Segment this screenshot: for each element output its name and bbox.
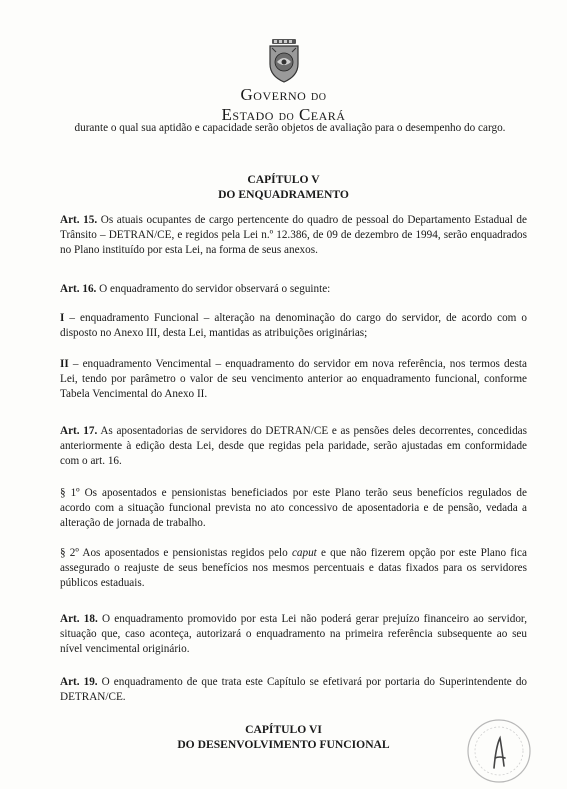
item-2-text: – enquadramento Vencimental – enquadramento do servidor em nova referência, nos termos desta Lei, tendo por parâmetro o valor de seu vencimento anterior ao enquadramento funcional, conforme Tabela Vencimental do Anexo II.: [60, 358, 528, 401]
article-16-item-2: [60, 357, 527, 403]
article-15-label: Art. 15.: [60, 214, 98, 226]
article-17: [60, 424, 527, 470]
chapter-6-number: CAPÍTULO VI: [245, 723, 322, 736]
chapter-5-title: DO ENQUADRAMENTO: [218, 188, 349, 201]
article-15-text: Os atuais ocupantes de cargo pertencente do quadro de pessoal do Departamento Estadual de Trânsito – DETRAN/CE, e regidos pela Lei n.º 12.386, de 09 de dezembro de 1994, serão enquadrados no Plano instituído por esta Lei, na forma de seus anexos.: [60, 214, 527, 257]
article-19-label: Art. 19.: [60, 676, 98, 688]
article-18-label: Art. 18.: [60, 613, 98, 625]
letterhead-governo: Governo: [240, 85, 307, 104]
item-1-label: I: [60, 312, 65, 324]
article-15: [60, 213, 527, 259]
letterhead-do-1: do: [311, 89, 327, 104]
paragraph-2-caput: caput: [291, 547, 317, 559]
chapter-6-title: DO DESENVOLVIMENTO FUNCIONAL: [177, 738, 390, 751]
chapter-5-heading: [0, 172, 567, 202]
chapter-5-number: CAPÍTULO V: [247, 173, 320, 186]
article-18-text: O enquadramento promovido por esta Lei não poderá gerar prejuízo financeiro ao servidor, situação que, caso aconteça, autorizará o enquadramento na primeira referência subsequente ao seu nível vencimental originário.: [60, 613, 527, 656]
letterhead-do-2: do: [278, 109, 295, 124]
article-17-paragraph-1: [60, 486, 527, 532]
article-18: [60, 612, 527, 658]
article-16-label: Art. 16.: [60, 283, 97, 295]
paragraph-2-text-a: § 2º Aos aposentados e pensionistas regidos pelo: [60, 547, 292, 559]
page-stamp-icon: [464, 716, 534, 786]
item-2-label: II: [60, 358, 69, 370]
item-1-text: – enquadramento Funcional – alteração na denominação do cargo do servidor, de acordo com o disposto no Anexo III, desta Lei, mantidas as atribuições originárias;: [60, 312, 528, 340]
article-16: [60, 282, 527, 297]
paragraph-1-text: § 1º Os aposentados e pensionistas beneficiados por este Plano terão seus benefícios regulados de acordo com a situação funcional prevista no ato concessivo de aposentadoria e de pensão, vedada a alteração de jornada de trabalho.: [60, 487, 527, 530]
paragraph-2-text-b: e que não fizerem opção por este Plano fica assegurado o reajuste de seus benefícios nos mesmos percentuais e datas fixados para os servidores públicos estaduais.: [60, 547, 527, 590]
article-17-text: As aposentadorias de servidores do DETRAN/CE e as pensões deles decorrentes, concedidas anteriormente à edição desta Lei, desde que regidas pela paridade, serão ajustadas em conformidade com o art. 16.: [60, 425, 528, 468]
article-19-text: O enquadramento de que trata este Capítulo se efetivará por portaria do Superintendente do DETRAN/CE.: [60, 676, 528, 704]
article-16-item-1: [60, 311, 527, 341]
article-16-text: O enquadramento do servidor observará o seguinte:: [99, 283, 331, 295]
article-17-paragraph-2: [60, 546, 527, 592]
letterhead: [0, 38, 567, 126]
article-19: [60, 675, 527, 705]
article-17-label: Art. 17.: [60, 425, 98, 437]
continuation-line: durante o qual sua aptidão e capacidade serão objetos de avaliação para o desempenho do cargo.: [74, 122, 506, 134]
letterhead-ceara: Ceará: [298, 105, 346, 124]
letterhead-estado: Estado: [221, 105, 274, 124]
letterhead-line-1: [0, 86, 567, 106]
state-coat-of-arms-icon: [264, 38, 304, 84]
